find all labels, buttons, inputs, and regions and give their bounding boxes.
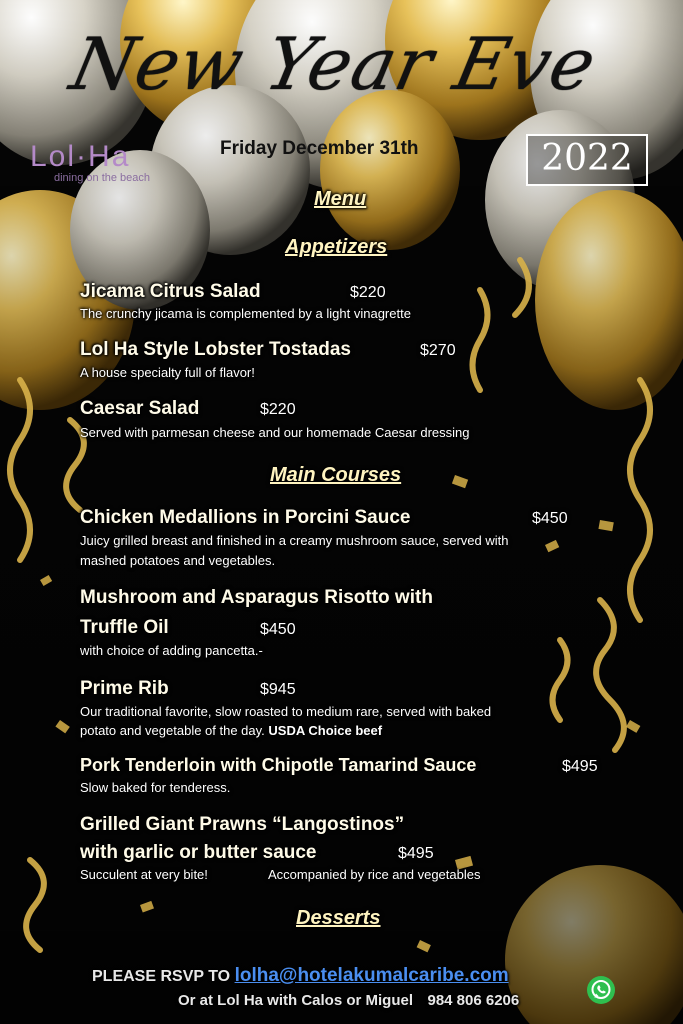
rsvp-email-link[interactable]: lolha@hotelakumalcaribe.com xyxy=(234,965,509,986)
event-date: Friday December 31th xyxy=(220,138,419,159)
item-name: Mushroom and Asparagus Risotto with xyxy=(80,587,433,608)
restaurant-logo xyxy=(30,140,200,192)
item-description: The crunchy jicama is complemented by a light vinagrette xyxy=(80,306,411,321)
item-name: Caesar Salad xyxy=(80,398,200,419)
section-desserts: Desserts xyxy=(296,907,381,929)
item-name: Grilled Giant Prawns “Langostinos” xyxy=(80,814,405,835)
item-description-bold: USDA Choice beef xyxy=(268,723,383,738)
item-name: Pork Tenderloin with Chipotle Tamarind Sauce xyxy=(80,755,477,775)
rsvp-contact-line xyxy=(178,992,519,1010)
item-price: $450 xyxy=(260,621,296,638)
rsvp-line xyxy=(92,965,509,987)
item-name: with garlic or butter sauce xyxy=(80,842,317,863)
item-price: $450 xyxy=(532,510,568,527)
whatsapp-icon[interactable] xyxy=(586,975,616,1005)
section-main-courses: Main Courses xyxy=(270,464,402,486)
phone-number: 984 806 6206 xyxy=(427,992,520,1009)
item-price: $220 xyxy=(260,401,296,418)
item-price: $495 xyxy=(398,845,434,862)
item-name: Lol Ha Style Lobster Tostadas xyxy=(80,339,351,360)
item-name: Truffle Oil xyxy=(80,617,169,638)
item-description: Slow baked for tenderess. xyxy=(80,780,231,795)
menu-heading: Menu xyxy=(314,188,367,210)
item-description: mashed potatoes and vegetables. xyxy=(80,553,276,568)
event-title: New Year Eve xyxy=(63,22,604,106)
item-description: Accompanied by rice and vegetables xyxy=(268,867,481,882)
item-price: $945 xyxy=(260,681,296,698)
item-name: Chicken Medallions in Porcini Sauce xyxy=(80,507,411,528)
item-description: Our traditional favorite, slow roasted to medium rare, served with baked xyxy=(80,704,492,719)
item-price: $495 xyxy=(562,758,598,775)
item-description: Juicy grilled breast and finished in a creamy mushroom sauce, served with xyxy=(80,533,509,548)
item-description: with choice of adding pancetta.- xyxy=(80,643,263,658)
rsvp-prefix: PLEASE RSVP TO xyxy=(92,968,231,985)
rsvp-contact-text: Or at Lol Ha with Calos or Miguel xyxy=(178,992,414,1009)
item-description: Succulent at very bite! xyxy=(80,867,208,882)
item-description xyxy=(80,721,382,740)
item-price: $220 xyxy=(350,284,386,301)
item-description: Served with parmesan cheese and our homemade Caesar dressing xyxy=(80,425,470,440)
item-name: Jicama Citrus Salad xyxy=(80,281,261,302)
item-description: A house specialty full of flavor! xyxy=(80,365,255,380)
logo-tagline: dining on the beach xyxy=(54,172,151,184)
item-name: Prime Rib xyxy=(80,678,169,699)
section-appetizers: Appetizers xyxy=(285,236,388,258)
item-price: $270 xyxy=(420,342,456,359)
year-badge: 2022 xyxy=(526,134,648,186)
item-description-text: potato and vegetable of the day. xyxy=(80,723,265,738)
logo-text: Lol·Ha xyxy=(30,140,131,173)
